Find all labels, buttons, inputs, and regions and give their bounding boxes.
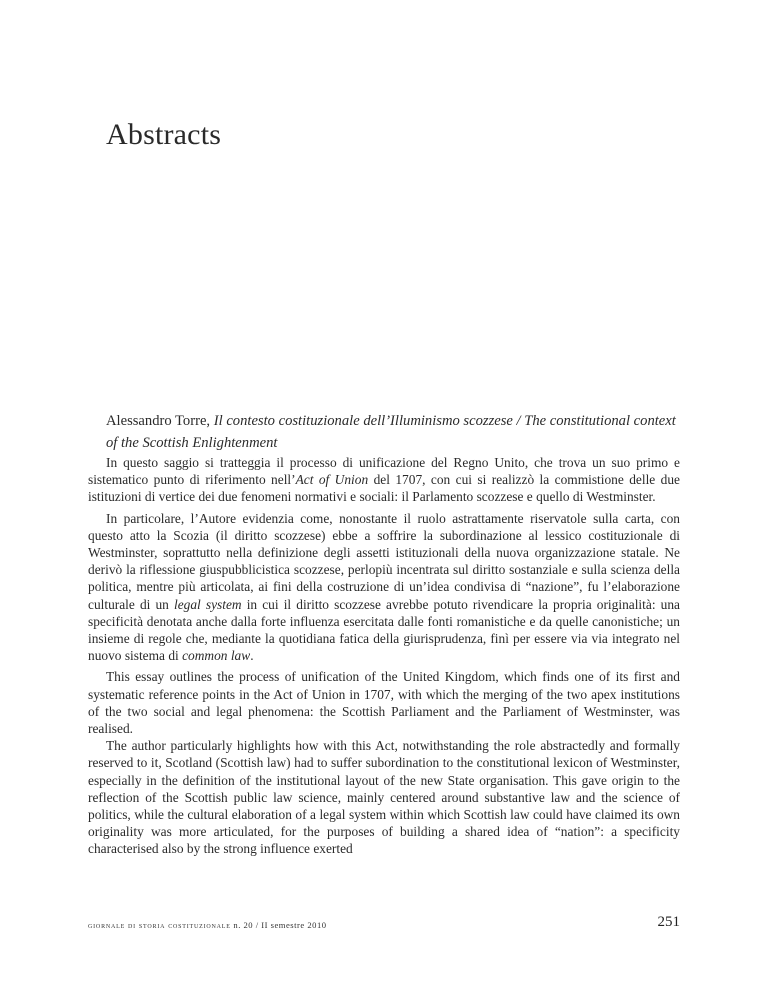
italic-term: Act of Union [295,472,369,488]
page-heading: Abstracts [106,118,222,151]
journal-name: giornale di storia costituzionale [88,920,231,930]
journal-citation [88,920,327,930]
italic-term: common law [182,648,251,664]
article-title: Il contesto costituzionale dell’Illuminismo scozzese / The constitutional context of the Scottish Enlightenment [106,413,676,451]
english-paragraph-2: The author particularly highlights how with this Act, notwithstanding the role abstractedly and formally reserved to it, Scotland (Scottish law) had to suffer subordination to the constitutional lexicon of Westminster, especially in the definition of the institutional layout of the new State organisation. This gave origin to the reflection of the Scottish public law science, mainly centered around substantive law and the science of politics, while the cultural elaboration of a legal system within which Scottish law could have claimed its own originality was more articulated, for the purposes of building a shared idea of “nation”: a specificity characterised also by the strong influence exerted [88,738,680,857]
italian-paragraph-1: In questo saggio si tratteggia il processo di unificazione del Regno Unito, che trova un suo primo e sistematico punto di riferimento nell’Act of Union del 1707, con cui si realizzò la commistione delle due istituzioni di vertice dei due fenomeni normativi e sociali: il Parlamento scozzese e quello di Westminster. [88,455,681,505]
page-footer [88,914,680,940]
journal-issue: n. 20 / II semestre 2010 [233,920,327,930]
author-name: Alessandro Torre, [106,413,211,429]
italian-paragraph-2: In particolare, l’Autore evidenzia come, nonostante il ruolo astrattamente riservatole sulla carta, con questo atto la Scozia (il diritto scozzese) ebbe a soffrire la subordinazione al lessico costituzionale di Westminster, soprattutto nella definizione degli assetti istituzionali della nuova organizzazione statale. Ne derivò la riflessione giuspubblicistica scozzese, perlopiù incentrata sul diritto sostanziale e sulla scienza della politica, mentre più articolata, ai fini della costruzione di un’idea condivisa di “nazione”, fu l’elaborazione culturale di un legal system in cui il diritto scozzese avrebbe potuto rivendicare la propria originalità: una specificità denotata anche dalla forte influenza esercitata dalle fonti romanistiche e da quelle canonistiche; un insieme di regole che, mediante la quotidiana fatica della giurisprudenza, finì per essere via via integrato nel nuovo sistema di common law. [88,510,680,664]
italic-term: legal system [174,596,242,612]
abstract-title [106,410,680,454]
abstract-body [88,454,680,858]
english-paragraph-1: This essay outlines the process of unification of the United Kingdom, which finds one of its first and systematic reference points in the Act of Union in 1707, with which the merging of the two apex institutions of the two social and legal phenomena: the Scottish Parliament and the Parliament of Westminster, was realised. [88,669,680,737]
page-number: 251 [657,914,680,930]
